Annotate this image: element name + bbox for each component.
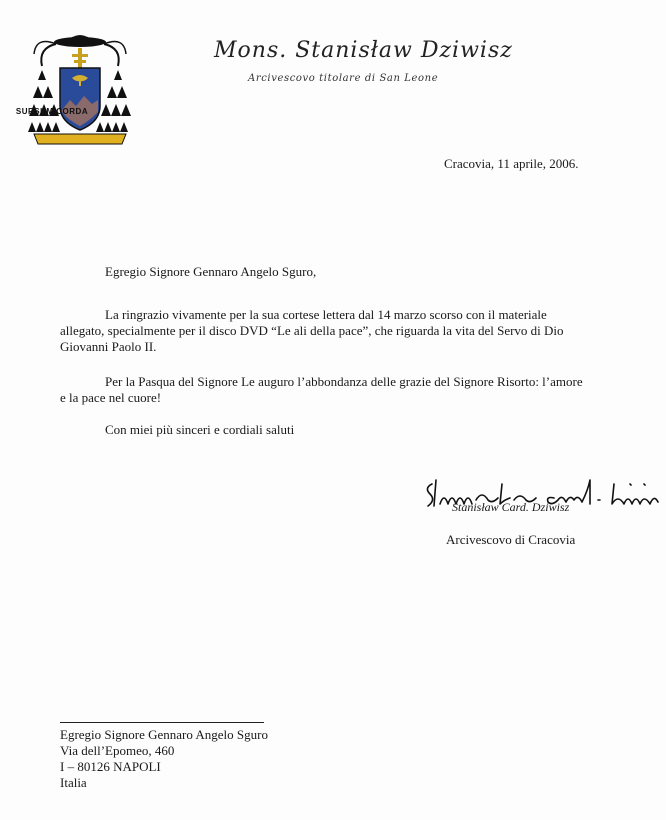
address-line-3: I – 80126 NAPOLI: [60, 759, 161, 774]
address-line-4: Italia: [60, 775, 87, 790]
letter-date: Cracovia, 11 aprile, 2006.: [444, 156, 579, 171]
recipient-address: [60, 727, 268, 791]
letterhead-name: Mons. Stanisław Dziwisz: [214, 38, 513, 63]
signature-role: Arcivescovo di Cracovia: [446, 532, 576, 547]
archbishop-coat-of-arms-icon: [28, 26, 132, 152]
closing-line: Con miei più sinceri e cordiali saluti: [105, 422, 295, 437]
body-paragraph-1: La ringrazio vivamente per la sua cortese lettera dal 14 marzo scorso con il materiale allegato, specialmente per il disco DVD “Le ali della pace”, che riguarda la vita del Servo di Dio Giovanni Paolo II.: [60, 307, 564, 354]
address-line-1: Egregio Signore Gennaro Angelo Sguro: [60, 727, 268, 742]
crest-motto-text: SURSUM CORDA: [15, 107, 89, 116]
address-line-2: Via dell’Epomeo, 460: [60, 743, 175, 758]
letterhead-title: Arcivescovo titolare di San Leone: [248, 73, 439, 84]
body-paragraph-2: Per la Pasqua del Signore Le auguro l’abbondanza delle grazie del Signore Risorto: l’amore e la pace nel cuore!: [60, 374, 583, 405]
address-divider: [60, 722, 264, 723]
salutation: Egregio Signore Gennaro Angelo Sguro,: [105, 264, 317, 279]
signature-printed-name: Stanisław Card. Dziwisz: [452, 500, 570, 514]
